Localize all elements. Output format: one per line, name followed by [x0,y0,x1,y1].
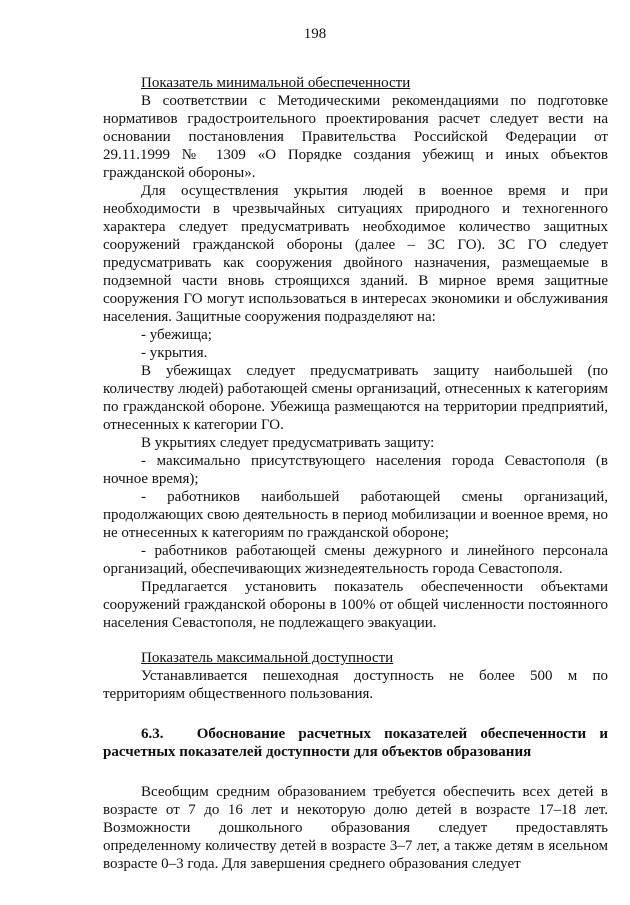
list-item-population: - максимально присутствующего населения города Севастополя (в ночное время); [103,453,608,487]
paragraph-walking-distance: Устанавливается пешеходная доступность не более 500 м по территориям общественного пользования. [103,668,608,702]
paragraph-proposal: Предлагается установить показатель обеспеченности объектами сооружений гражданской обороны в 100% от общей численности постоянного населения Севастополя, не подлежащего эвакуации. [103,579,608,631]
list-item-workers-duty: - работников работающей смены дежурного и линейного персонала организаций, обеспечивающих жизнедеятельность города Севастополя. [103,543,608,577]
list-item-workers-mobilization: - работников наибольшей работающей смены организаций, продолжающих свою деятельность в период мобилизации и военное время, но не отнесенных к категориям по гражданской обороне; [103,489,608,541]
list-item-shelters: - убежища; [141,327,212,343]
list-item-covers: - укрытия. [141,345,208,361]
paragraph-shelter-purpose: Для осуществления укрытия людей в военное время и при необходимости в чрезвычайных ситуациях природного и техногенного характера следует предусматривать необходимое количество защитных сооружений гражданской обороны (далее – ЗС ГО). ЗС ГО следует предусматривать как сооружения двойного назначения, размещаемые в подземной части вновь строящихся зданий. В мирное время защитные сооружения ГО могут использоваться в интересах экономики и обслуживания населения. Защитные сооружения подразделяют на: [103,183,608,325]
section-number: 6.3. [141,726,164,742]
section-title-text: Обоснование расчетных показателей обеспеченности и расчетных показателей доступности для объектов образования [103,726,609,760]
paragraph-education: Всеобщим средним образованием требуется обеспечить всех детей в возрасте от 7 до 16 лет и некоторую долю детей в возрасте 17–18 лет. Возможности дошкольного образования следует предоставлять определенному количеству детей в возрасте 3–7 лет, а также детям в ясельном возрасте 0–3 года. Для завершения среднего образования следует [103,784,608,872]
page-content [103,74,608,873]
paragraph-methodology: В соответствии с Методическими рекомендациями по подготовке нормативов градостроительного проектирования расчет следует вести на основании постановления Правительства Российской Федерации от 29.11.1999 № 1309 «О Порядке создания убежищ и иных объектов гражданской обороны». [103,93,608,181]
paragraph-shelters-protection: В убежищах следует предусматривать защиту наибольшей (по количеству людей) работающей смены организаций, отнесенных к категориям по гражданской обороне. Убежища размещаются на территории предприятий, отнесенных к категории ГО. [103,363,608,433]
section-heading [103,725,608,761]
spacer [103,632,608,649]
page-number: 198 [303,26,327,42]
spacer [103,703,608,725]
min-provision-heading: Показатель минимальной обеспеченности [141,75,411,91]
paragraph-covers-intro: В укрытиях следует предусматривать защиту: [141,435,435,451]
spacer [103,761,608,783]
max-accessibility-heading: Показатель максимальной доступности [141,650,394,666]
